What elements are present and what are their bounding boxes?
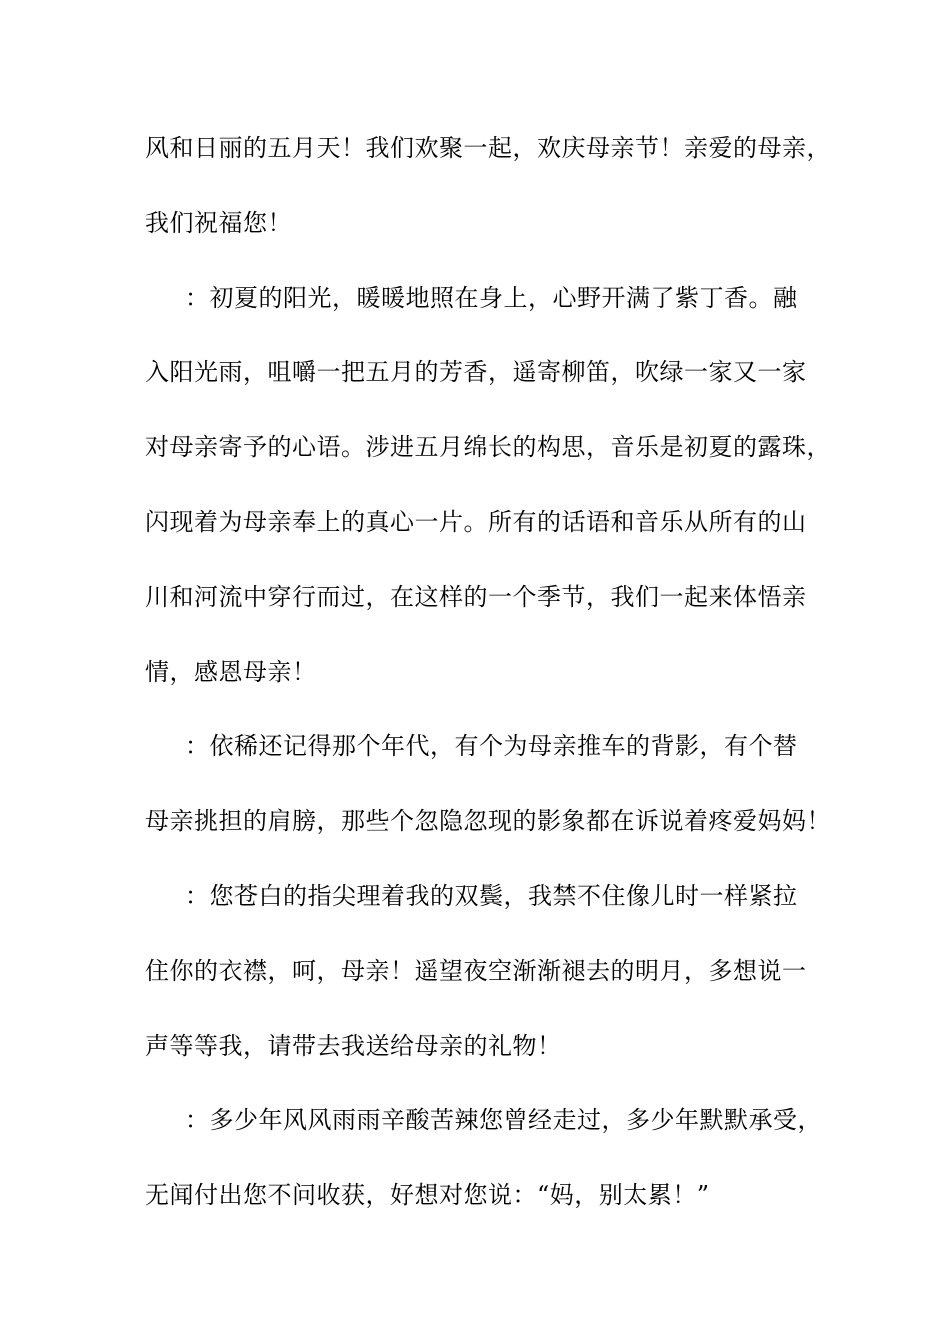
text-line: 声等等我，请带去我送给母亲的礼物！ — [145, 1031, 562, 1060]
body-text — [145, 126, 835, 1248]
text-line: ：您苍白的指尖理着我的双鬓，我禁不住像儿时一样紧拉 — [185, 881, 798, 910]
text-line: ：初夏的阳光，暖暖地照在身上，心野开满了紫丁香。融 — [185, 283, 798, 312]
text-line: 无闻付出您不问收获，好想对您说：“妈，别太累！” — [145, 1181, 710, 1210]
text-line: 闪现着为母亲奉上的真心一片。所有的话语和音乐从所有的山 — [145, 507, 807, 536]
text-line: ：多少年风风雨雨辛酸苦辣您曾经走过，多少年默默承受， — [185, 1106, 822, 1135]
text-line: 川和河流中穿行而过，在这样的一个季节，我们一起来体悟亲 — [145, 582, 807, 611]
text-line: 住你的衣襟，呵，母亲！遥望夜空渐渐褪去的明月，多想说一 — [145, 956, 807, 985]
text-line: 入阳光雨，咀嚼一把五月的芳香，遥寄柳笛，吹绿一家又一家 — [145, 358, 807, 387]
text-line: 我们祝福您！ — [145, 208, 292, 237]
text-line: 情，感恩母亲！ — [145, 657, 317, 686]
text-line: 母亲挑担的肩膀，那些个忽隐忽现的影象都在诉说着疼爱妈妈！ — [145, 807, 831, 836]
text-line: 风和日丽的五月天！我们欢聚一起，欢庆母亲节！亲爱的母亲， — [145, 134, 831, 162]
text-line: ：依稀还记得那个年代，有个为母亲推车的背影，有个替 — [185, 732, 798, 761]
text-line: 对母亲寄予的心语。涉进五月绵长的构思，音乐是初夏的露珠， — [145, 433, 831, 462]
